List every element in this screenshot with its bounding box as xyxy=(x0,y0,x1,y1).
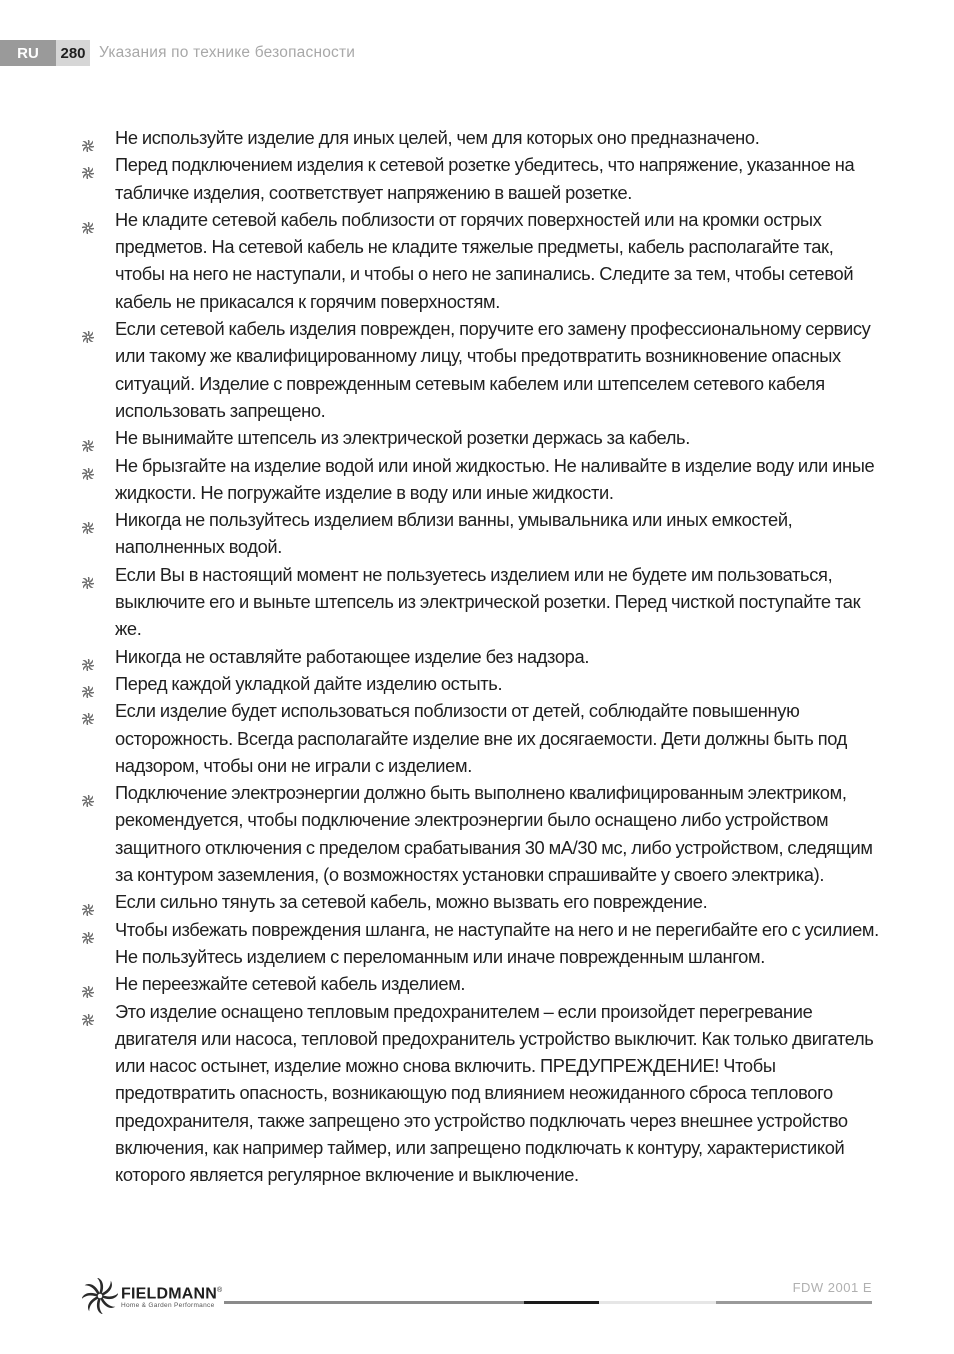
list-item xyxy=(80,315,880,424)
list-item-text: Не используйте изделие для иных целей, чем для которых оно предназначено. xyxy=(115,127,760,148)
bullet-icon xyxy=(82,514,94,526)
footer-rule-segment xyxy=(599,1301,716,1304)
fan-logo-icon xyxy=(82,1278,118,1314)
bullet-icon xyxy=(82,569,94,581)
section-title: Указания по технике безопасности xyxy=(99,44,356,61)
brand-name: FIELDMANN® xyxy=(121,1285,223,1303)
bullet-list xyxy=(80,124,880,1189)
list-item-text: Никогда не пользуйтесь изделием вблизи ванны, умывальника или иных емкостей, наполненных водой. xyxy=(115,509,793,558)
list-item-text: Не брызгайте на изделие водой или иной жидкостью. Не наливайте в изделие воду или иные жидкости. Не погружайте изделие в воду или иные жидкости. xyxy=(115,454,875,503)
bullet-icon xyxy=(82,896,94,908)
brand-tagline: Home & Garden Performance xyxy=(121,1302,215,1310)
list-item xyxy=(80,779,880,888)
bullet-icon xyxy=(82,924,94,936)
footer-rule-segment xyxy=(524,1301,599,1304)
page-header xyxy=(0,40,355,66)
list-item xyxy=(80,998,880,1189)
list-item xyxy=(80,697,880,779)
list-item-text: Не переезжайте сетевой кабель изделием. xyxy=(115,973,466,995)
list-item xyxy=(80,206,880,315)
list-item xyxy=(80,452,880,507)
list-item-text: Не вынимайте штепсель из электрической розетки держась за кабель. xyxy=(115,427,690,449)
model-number: FDW 2001 E xyxy=(792,1280,872,1295)
list-item-text: Чтобы избежать повреждения шланга, не наступайте на него и не перегибайте его с усилием. Не пользуйтесь изделием с переломанным или иначе поврежденным шлангом. xyxy=(115,918,879,967)
list-item xyxy=(80,643,880,670)
bullet-icon xyxy=(82,460,94,472)
fieldmann-logo xyxy=(82,1278,222,1314)
list-item-text: Если Вы в настоящий момент не пользуетесь изделием или не будете им пользоваться, выключите его и выньте штепсель из электрической розетки. Перед чисткой поступайте так же. xyxy=(115,563,861,640)
bullet-icon xyxy=(82,132,94,144)
bullet-icon xyxy=(82,214,94,226)
list-item-text: Если сильно тянуть за сетевой кабель, можно вызвать его повреждение. xyxy=(115,891,708,913)
list-item xyxy=(80,888,880,915)
safety-instructions xyxy=(80,124,880,1189)
list-item xyxy=(80,424,880,451)
list-item xyxy=(80,970,880,997)
logo-text xyxy=(121,1282,222,1310)
list-item xyxy=(80,124,880,151)
list-item-text: Перед каждой укладкой дайте изделию остыть. xyxy=(115,672,503,694)
footer-rule-segment xyxy=(716,1301,872,1304)
list-item-text: Подключение электроэнергии должно быть выполнено квалифицированным электриком, рекомендуется, чтобы подключение электроэнергии было оснащено либо устройством защитного отключения с пределом срабатывания 30 мА/30 мс, либо устройством, следящим за контуром заземления, (о возможностях установки спрашивайте у своего электрика). xyxy=(115,782,873,886)
list-item-text: Если изделие будет использоваться поблизости от детей, соблюдайте повышенную осторожность. Всегда располагайте изделие вне их досягаемости. Дети должны быть под надзором, чтобы они не играли с изделием. xyxy=(115,700,847,776)
bullet-icon xyxy=(82,1006,94,1018)
bullet-icon xyxy=(82,432,94,444)
bullet-icon xyxy=(82,323,94,335)
language-badge: RU xyxy=(0,40,56,66)
list-item xyxy=(80,670,880,697)
list-item-text: Не кладите сетевой кабель поблизости от горячих поверхностей или на кромки острых предметов. На сетевой кабель не кладите тяжелые предметы, кабель располагайте так, чтобы на него не наступали, и чтобы о него не запинались. Следите за тем, чтобы сетевой кабель не прикасался к горячим поверхностям. xyxy=(115,208,854,312)
bullet-icon xyxy=(82,705,94,717)
list-item-text: Если сетевой кабель изделия поврежден, поручите его замену профессиональному сервису или такому же квалифицированному лицу, чтобы предотвратить возникновение опасных ситуаций. Изделие с поврежденным сетевым кабелем или штепселем сетевого кабеля использовать запрещено. xyxy=(115,318,871,421)
bullet-icon xyxy=(82,978,94,990)
bullet-icon xyxy=(82,159,94,171)
list-item xyxy=(80,506,880,561)
list-item-text: Никогда не оставляйте работающее изделие без надзора. xyxy=(115,645,590,667)
page-number: 280 xyxy=(56,40,90,66)
bullet-icon xyxy=(82,651,94,663)
list-item xyxy=(80,151,880,206)
list-item-text: Это изделие оснащено тепловым предохранителем – если произойдет перегревание двигателя или насоса, тепловой предохранитель устройство выключит. Как только двигатель или насос остынет, изделие можно снова включить. ПРЕДУПРЕЖДЕНИЕ! Чтобы предотвратить опасность, возникающую под влиянием неожиданного сброса теплового предохранителя, также запрещено это устройство подключать через внешнее устройство включения, как например таймер, или запрещено подключать к контуру, характеристикой которого является регулярное включение и выключение. xyxy=(115,1000,874,1186)
bullet-icon xyxy=(82,787,94,799)
page-footer xyxy=(0,1274,954,1334)
bullet-icon xyxy=(82,678,94,690)
list-item-text: Перед подключением изделия к сетевой розетке убедитесь, что напряжение, указанное на табличке изделия, соответствует напряжению в вашей розетке. xyxy=(115,154,855,203)
footer-rule-segment xyxy=(224,1301,524,1304)
list-item xyxy=(80,561,880,643)
list-item xyxy=(80,916,880,971)
